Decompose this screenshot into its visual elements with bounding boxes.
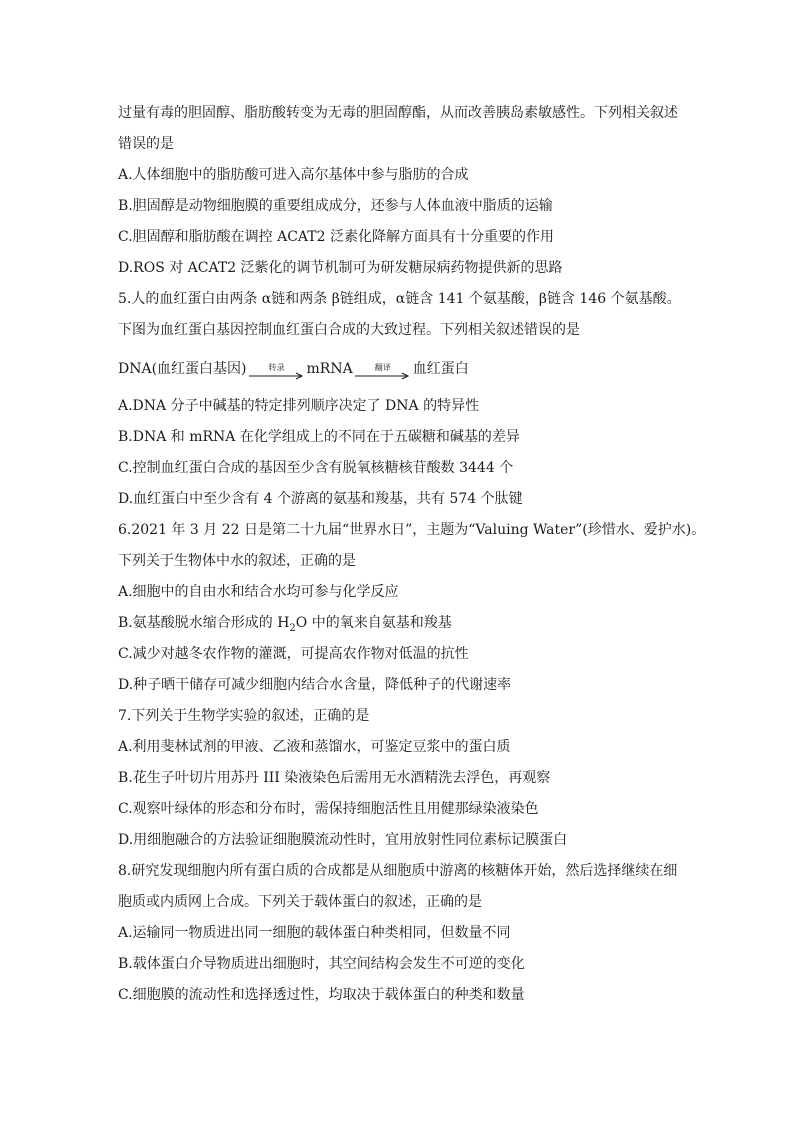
option-a: A.DNA 分子中碱基的特定排列顺序决定了 DNA 的特异性 xyxy=(118,398,480,414)
question-8-stem: 胞质或内质网上合成。下列关于载体蛋白的叙述，正确的是 xyxy=(118,894,482,910)
option-a: A.细胞中的自由水和结合水均可参与化学反应 xyxy=(118,584,399,600)
translation-label: 翻译 xyxy=(374,363,391,372)
option-a: A.人体细胞中的脂肪酸可进入高尔基体中参与脂肪的合成 xyxy=(118,167,469,183)
option-b xyxy=(118,614,452,638)
option-d: D.ROS 对 ACAT2 泛紫化的调节机制可为研发糖尿病药物提供新的思路 xyxy=(118,260,563,276)
right-arrow-icon xyxy=(249,372,305,380)
option-b: B.胆固醇是动物细胞膜的重要组成成分，还参与人体血液中脂质的运输 xyxy=(118,198,553,214)
option-b-text-start: B.氨基酸脱水缩合形成的 H xyxy=(118,615,290,631)
option-b: B.花生子叶切片用苏丹 III 染液染色后需用无水酒精洗去浮色，再观察 xyxy=(118,770,551,786)
flow-mrna-label: mRNA xyxy=(306,361,353,377)
question-6-stem: 6.2021 年 3 月 22 日是第二十九届“世界水日”，主题为“Valuing Water”(珍惜水、爱护水)。 xyxy=(118,522,706,538)
transcription-arrow xyxy=(249,363,305,380)
option-d: D.种子晒干储存可减少细胞内结合水含量，降低种子的代谢速率 xyxy=(118,677,512,693)
flow-protein-label: 血红蛋白 xyxy=(412,361,469,377)
gene-expression-diagram xyxy=(118,358,469,380)
text-line: 错误的是 xyxy=(118,136,174,152)
option-a: A.运输同一物质进出同一细胞的载体蛋白种类相同，但数量不同 xyxy=(118,925,511,941)
question-7-stem: 7.下列关于生物学实验的叙述，正确的是 xyxy=(118,708,370,724)
option-b: B.DNA 和 mRNA 在化学组成上的不同在于五碳糖和碱基的差异 xyxy=(118,429,520,445)
option-c: C.控制血红蛋白合成的基因至少含有脱氧核糖核苷酸数 3444 个 xyxy=(118,460,514,476)
option-c: C.观察叶绿体的形态和分布时，需保持细胞活性且用健那绿染液染色 xyxy=(118,801,539,817)
subscript-2: 2 xyxy=(289,622,296,634)
option-b: B.载体蛋白介导物质进出细胞时，其空间结构会发生不可逆的变化 xyxy=(118,956,525,972)
option-a: A.利用斐林试剂的甲液、乙液和蒸馏水，可鉴定豆浆中的蛋白质 xyxy=(118,739,511,755)
right-arrow-icon xyxy=(355,372,411,380)
flow-dna-label: DNA(血红蛋白基因) xyxy=(118,361,247,377)
option-c: C.细胞膜的流动性和选择透过性，均取决于载体蛋白的种类和数量 xyxy=(118,987,525,1003)
translation-arrow xyxy=(355,363,411,380)
question-6-stem: 下列关于生物体中水的叙述，正确的是 xyxy=(118,553,356,569)
option-c: C.胆固醇和脂肪酸在调控 ACAT2 泛素化降解方面具有十分重要的作用 xyxy=(118,229,554,245)
option-c: C.减少对越冬农作物的灌溉，可提高农作物对低温的抗性 xyxy=(118,646,469,662)
option-d: D.血红蛋白中至少含有 4 个游离的氨基和羧基，共有 574 个肽键 xyxy=(118,491,523,507)
text-line: 过量有毒的胆固醇、脂肪酸转变为无毒的胆固醇酯，从而改善胰岛素敏感性。下列相关叙述 xyxy=(118,105,678,121)
option-d: D.用细胞融合的方法验证细胞膜流动性时，宜用放射性同位素标记膜蛋白 xyxy=(118,832,568,848)
question-8-stem: 8.研究发现细胞内所有蛋白质的合成都是从细胞质中游离的核糖体开始，然后选择继续在细 xyxy=(118,863,678,879)
option-b-text-end: O 中的氧来自氨基和羧基 xyxy=(295,615,452,631)
transcription-label: 转录 xyxy=(268,363,285,372)
question-5-stem: 5.人的血红蛋白由两条 α链和两条 β链组成，α链含 141 个氨基酸，β链含 146 个氨基酸。 xyxy=(118,291,681,307)
question-5-stem: 下图为血红蛋白基因控制血红蛋白合成的大致过程。下列相关叙述错误的是 xyxy=(118,322,580,338)
